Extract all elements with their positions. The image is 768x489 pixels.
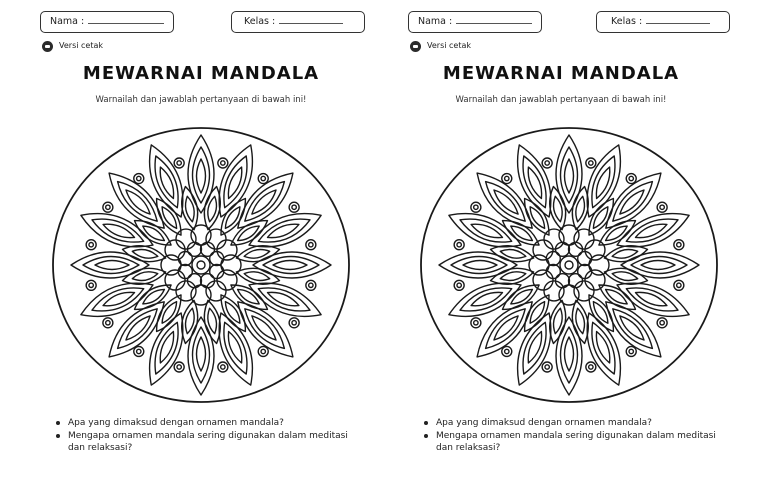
class-blank-line	[279, 23, 343, 24]
class-blank-line	[646, 23, 710, 24]
worksheet-instruction: Warnailah dan jawablah pertanyaan di bawah ini!	[95, 95, 307, 105]
question-text: Apa yang dimaksud dengan ornamen mandala?	[436, 418, 652, 428]
question-list	[54, 417, 354, 455]
question-text: Apa yang dimaksud dengan ornamen mandala?	[68, 418, 284, 428]
class-label: Kelas :	[611, 16, 643, 27]
question-text: Mengapa ornamen mandala sering digunakan dalam meditasi dan relaksasi?	[68, 431, 348, 453]
printer-icon	[410, 41, 421, 52]
name-blank-line	[456, 23, 532, 24]
name-field[interactable]	[408, 11, 542, 33]
worksheet-title: MEWARNAI MANDALA	[442, 63, 680, 84]
question-text: Mengapa ornamen mandala sering digunakan dalam meditasi dan relaksasi?	[436, 431, 716, 453]
question-item	[422, 430, 722, 454]
bullet-icon	[56, 434, 60, 438]
name-field[interactable]	[40, 11, 174, 33]
question-item	[54, 430, 354, 454]
mandala-coloring-image	[414, 124, 724, 406]
name-label: Nama :	[50, 16, 85, 27]
print-version-link[interactable]	[410, 40, 471, 52]
name-label: Nama :	[418, 16, 453, 27]
question-item	[422, 417, 722, 429]
worksheet-title: MEWARNAI MANDALA	[82, 63, 320, 84]
question-item	[54, 417, 354, 429]
name-blank-line	[88, 23, 164, 24]
print-version-link[interactable]	[42, 40, 103, 52]
class-field[interactable]	[596, 11, 730, 33]
printer-icon	[42, 41, 53, 52]
print-version-label: Versi cetak	[59, 41, 103, 50]
worksheet-left	[0, 0, 368, 489]
worksheet-right	[392, 0, 760, 489]
bullet-icon	[56, 421, 60, 425]
class-label: Kelas :	[244, 16, 276, 27]
worksheet-instruction: Warnailah dan jawablah pertanyaan di bawah ini!	[455, 95, 667, 105]
print-version-label: Versi cetak	[427, 41, 471, 50]
bullet-icon	[424, 421, 428, 425]
question-list	[422, 417, 722, 455]
mandala-coloring-image	[46, 124, 356, 406]
bullet-icon	[424, 434, 428, 438]
class-field[interactable]	[231, 11, 365, 33]
